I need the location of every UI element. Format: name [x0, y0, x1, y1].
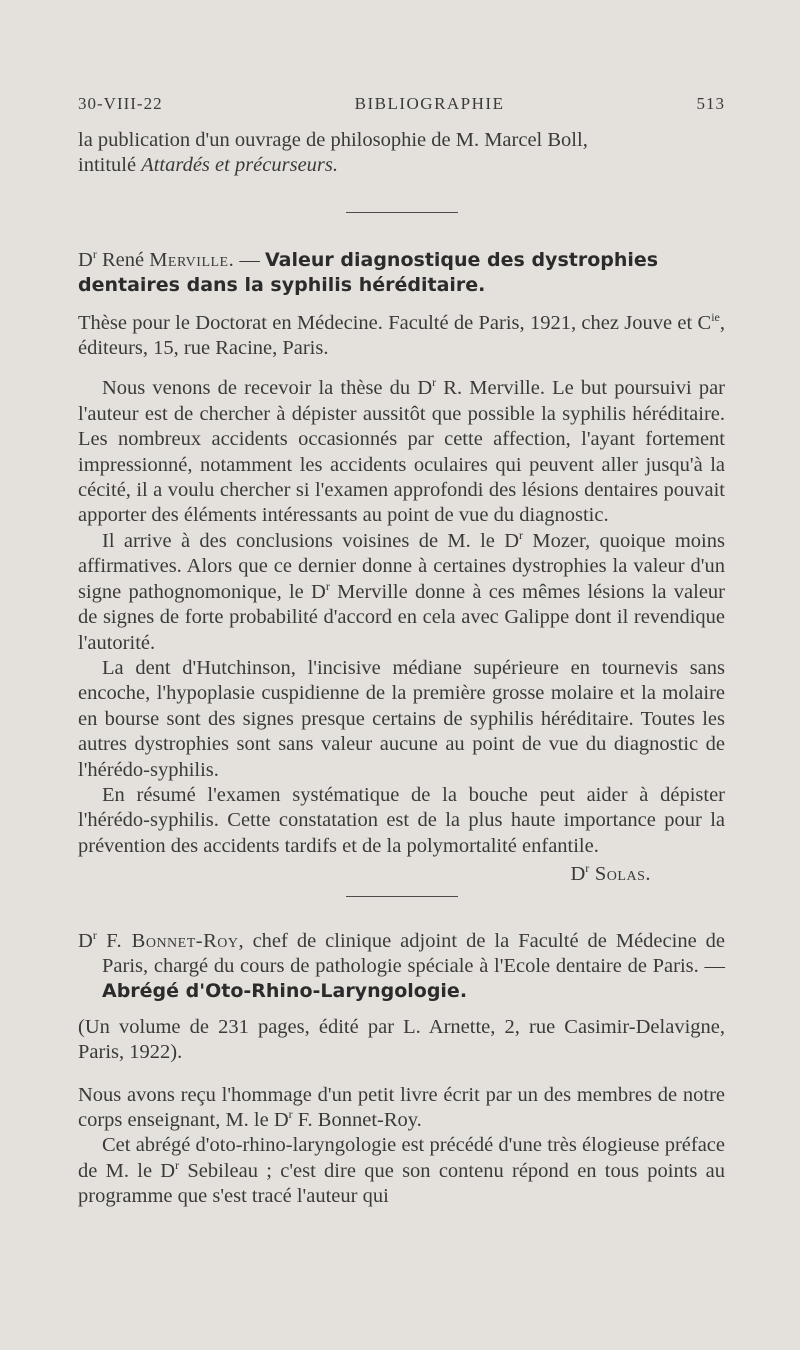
- signature-sup: r: [585, 861, 590, 876]
- bibliography-entry-merville: [78, 248, 725, 888]
- author-title-sup: r: [92, 246, 97, 261]
- review-text: R. Merville. Le but poursuivi par l'auteur est de chercher à dépister aussitôt que possible la syphilis héréditaire. Les nombreux accidents occasionnés par cette affection, l'ayant fortement impressionné, notamment les accidents oculaires qui peuvent aller jusqu'à la cécité, il a voulu chercher si l'examen approfondi des lésions dentaires pouvait apporter des éléments intéressants au point de vue du diagnostic.: [78, 377, 725, 527]
- review-paragraph-2: [78, 529, 725, 656]
- publication-sup: ie: [711, 309, 720, 324]
- bibliography-entry-bonnet-roy: [78, 929, 725, 1210]
- review-paragraph-1: [78, 376, 725, 528]
- intro-line-2-prefix: intitulé: [78, 154, 142, 177]
- author-name: F. Bonnet-Roy: [96, 929, 239, 952]
- review-sup: r: [432, 375, 437, 390]
- review-text: Sebileau ; c'est dire que son contenu répond en tous points au programme que s'est tracé l'auteur qui: [78, 1159, 725, 1208]
- intro-paragraph: [78, 128, 725, 179]
- review-sup: r: [519, 528, 524, 543]
- review-text: Mozer, quoique moins affirmatives. Alors que ce dernier donne à certaines dystrophies la valeur d'un signe pathognomonique, le D: [78, 529, 725, 603]
- review-sup: r: [288, 1107, 293, 1122]
- entry-heading: [78, 248, 725, 299]
- intro-book-title: Attardés et précurseurs.: [141, 154, 339, 177]
- review-paragraph-4: En résumé l'examen systématique de la bouche peut aider à dépister l'hérédo-syphilis. Cette constatation est de la plus haute importance pour la prévention des accidents tardifs et de la polymortalité enfantile.: [78, 783, 725, 857]
- section-divider: [346, 212, 458, 213]
- signature-name: Solas.: [589, 863, 651, 886]
- book-page: [78, 94, 725, 1210]
- review-text: Nous venons de recevoir la thèse du D: [102, 377, 433, 400]
- work-title: Valeur diagnostique des dystrophies dentaires dans la syphilis héréditaire.: [78, 248, 659, 297]
- review-sup: r: [175, 1157, 180, 1172]
- review-sup: r: [325, 578, 330, 593]
- author-last-name: Merville.: [149, 248, 235, 271]
- entry-heading: [78, 929, 725, 1005]
- review-text: F. Bonnet-Roy.: [292, 1109, 422, 1131]
- page-number: 513: [696, 94, 725, 113]
- running-head: [78, 94, 725, 120]
- header-section-title: BIBLIOGRAPHIE: [354, 94, 505, 113]
- author-title-sup: r: [92, 927, 97, 942]
- author-description: , chef de clinique adjoint de la Faculté de Médecine de Paris, chargé du cours de pathologie spéciale à l'Ecole dentaire de Paris. —: [102, 929, 725, 977]
- signature-title: D: [570, 863, 586, 886]
- work-title: Abrégé d'Oto-Rhino-Laryngologie.: [102, 980, 468, 1003]
- review-paragraph-1: [78, 1083, 725, 1134]
- publication-info: [78, 311, 725, 362]
- publication-text-a: Thèse pour le Doctorat en Médecine. Faculté de Paris, 1921, chez Jouve et C: [78, 311, 712, 334]
- review-text: Il arrive à des conclusions voisines de M. le D: [102, 529, 520, 552]
- review-text: Merville donne à ces mêmes lésions la valeur de signes de forte probabilité d'accord en cela avec Galippe dont il revendique l'autorité.: [78, 580, 725, 654]
- section-divider: [346, 896, 458, 897]
- review-paragraph-3: La dent d'Hutchinson, l'incisive médiane supérieure en tournevis sans encoche, l'hypoplasie cuspidienne de la première grosse molaire et la molaire en bourse sont des signes presque certains de syphilis héréditaire. Toutes les autres dystrophies sont sans valeur aucune au point de vue du diagnostic de l'hérédo-syphilis.: [78, 656, 725, 781]
- review-paragraph-2: [78, 1133, 725, 1209]
- heading-dash: —: [234, 248, 265, 271]
- review-text: Cet abrégé d'oto-rhino-laryngologie est précédé d'une très élogieuse préface de M. le D: [78, 1134, 725, 1182]
- intro-line-1: la publication d'un ouvrage de philosophie de M. Marcel Boll,: [78, 129, 588, 151]
- header-date: 30-VIII-22: [78, 94, 163, 113]
- review-text: Nous avons reçu l'hommage d'un petit livre écrit par un des membres de notre corps enseignant, M. le D: [78, 1083, 725, 1131]
- reviewer-signature: [78, 862, 725, 887]
- publication-text-b: , éditeurs, 15, rue Racine, Paris.: [78, 311, 725, 360]
- publication-info: (Un volume de 231 pages, édité par L. Arnette, 2, rue Casimir-Delavigne, Paris, 1922).: [78, 1015, 725, 1064]
- author-title: D: [78, 929, 93, 952]
- author-title: D: [78, 248, 93, 271]
- author-first-name: René: [96, 248, 150, 271]
